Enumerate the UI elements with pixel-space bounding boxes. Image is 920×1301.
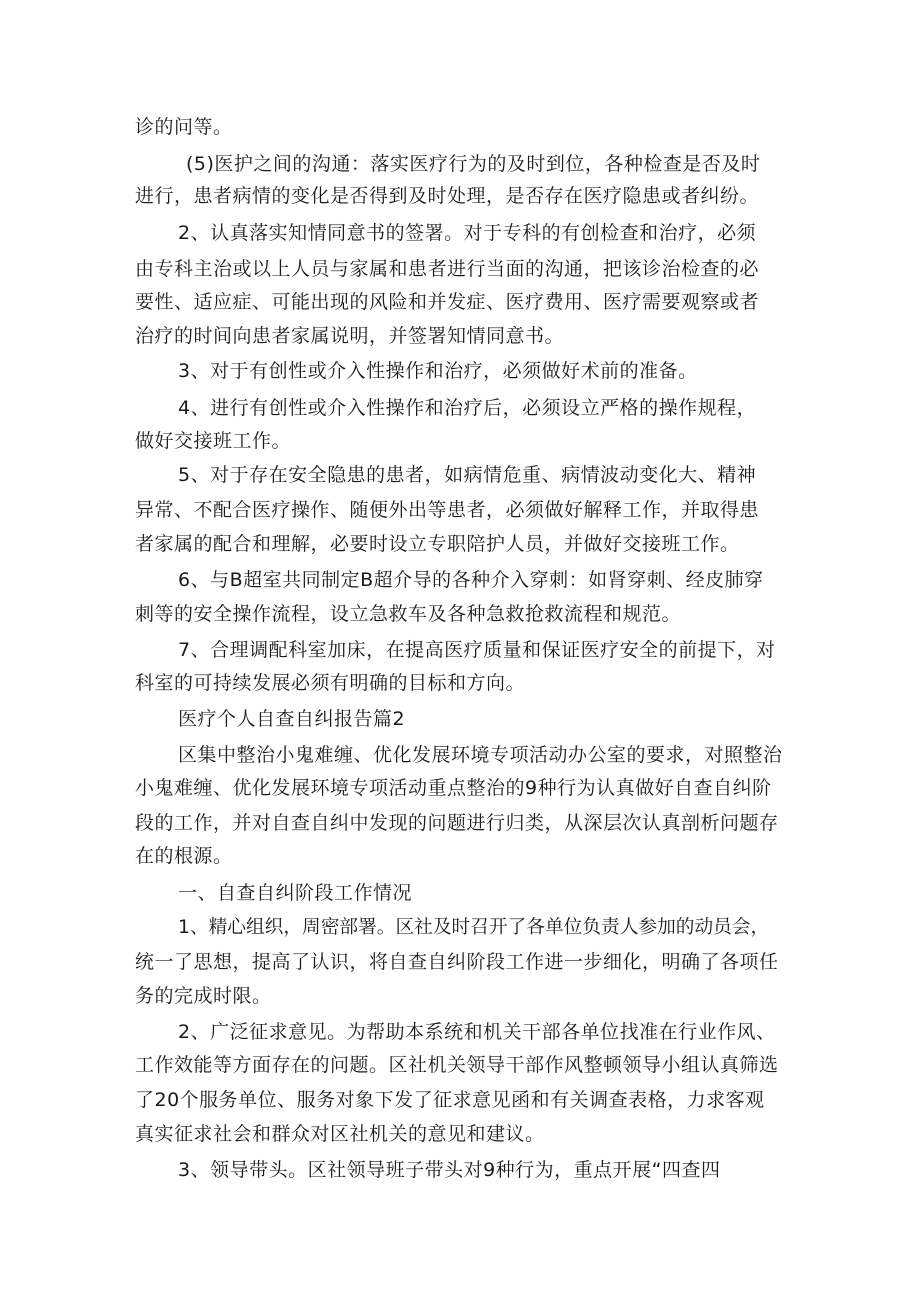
text-line: 刺等的安全操作流程，设立急救车及各种急救抢救流程和规范。 [135, 603, 682, 625]
text-line: 了20个服务单位、服务对象下发了征求意见函和有关调查表格，力求客观 [135, 1089, 765, 1111]
text-line: 在的根源。 [135, 845, 233, 867]
text-line: 治疗的时间向患者家属说明，并签署知情同意书。 [135, 325, 565, 347]
text-line: 小鬼难缠、优化发展环境专项活动重点整治的9种行为认真做好自查自纠阶 [135, 777, 772, 799]
text-line: 3、对于有创性或介入性操作和治疗，必须做好术前的准备。 [178, 360, 698, 382]
text-line: 异常、不配合医疗操作、随便外出等患者，必须做好解释工作，并取得患 [135, 499, 760, 521]
text-line: 3、领导带头。区社领导班子带头对9种行为，重点开展“四查四 [178, 1159, 721, 1181]
text-line: 诊的问等。 [135, 116, 233, 138]
text-line: 2、认真落实知情同意书的签署。对于专科的有创检查和治疗，必须 [178, 222, 757, 244]
text-line: 2、广泛征求意见。为帮助本系统和机关干部各单位找准在行业作风、 [178, 1021, 776, 1043]
text-line: (5)医护之间的沟通：落实医疗行为的及时到位，各种检查是否及时 [186, 153, 761, 175]
text-line: 段的工作，并对自查自纠中发现的问题进行归类，从深层次认真剖析问题存 [135, 812, 779, 834]
text-line: 做好交接班工作。 [135, 430, 292, 452]
section-title: 医疗个人自查自纠报告篇2 [178, 708, 406, 730]
text-line: 科室的可持续发展必须有明确的目标和方向。 [135, 672, 526, 694]
text-line: 要性、适应症、可能出现的风险和并发症、医疗费用、医疗需要观察或者 [135, 291, 760, 313]
text-line: 务的完成时限。 [135, 985, 272, 1007]
section-heading: 一、自查自纠阶段工作情况 [178, 882, 413, 904]
text-line: 真实征求社会和群众对区社机关的意见和建议。 [135, 1123, 545, 1145]
text-line: 6、与B超室共同制定B超介导的各种介入穿刺：如肾穿刺、经皮肺穿 [178, 569, 764, 591]
text-line: 1、精心组织，周密部署。区社及时召开了各单位负责人参加的动员会， [178, 917, 770, 938]
text-line: 统一了思想，提高了认识，将自查自纠阶段工作进一步细化，明确了各项任 [135, 951, 779, 973]
text-line: 工作效能等方面存在的问题。区社机关领导干部作风整顿领导小组认真筛选 [135, 1054, 779, 1076]
text-line: 由专科主治或以上人员与家属和患者进行当面的沟通，把该诊治检查的必 [135, 258, 760, 280]
text-line: 区集中整治小鬼难缠、优化发展环境专项活动办公室的要求，对照整治 [178, 744, 783, 766]
text-line: 进行，患者病情的变化是否得到及时处理，是否存在医疗隐患或者纠纷。 [135, 185, 760, 207]
text-line: 4、进行有创性或介入性操作和治疗后，必须设立严格的操作规程， [178, 397, 757, 419]
text-line: 5、对于存在安全隐患的患者，如病情危重、病情波动变化大、精神 [178, 464, 757, 486]
text-line: 者家属的配合和理解，必要时设立专职陪护人员，并做好交接班工作。 [135, 533, 740, 555]
text-line: 7、合理调配科室加床，在提高医疗质量和保证医疗安全的前提下，对 [178, 639, 776, 661]
